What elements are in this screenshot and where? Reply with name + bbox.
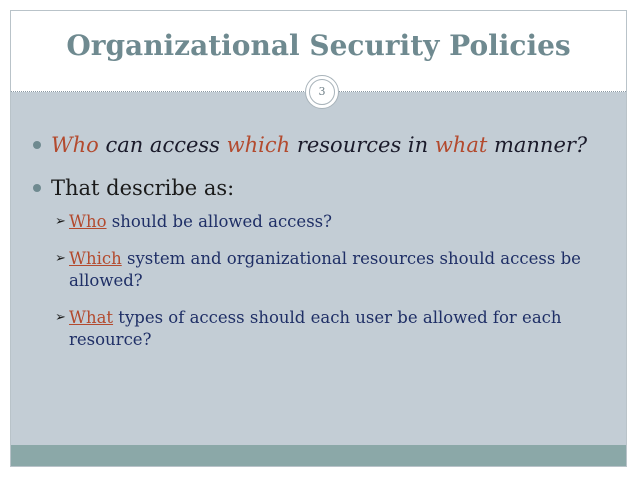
slide-content <box>11 11 626 466</box>
sub-bullet-who <box>55 211 595 233</box>
sub-bullet-link-which[interactable]: Which <box>69 249 122 268</box>
sub-bullet-text: types of access should each user be allowed for each resource? <box>69 308 562 349</box>
sub-bullet-text: system and organizational resources should access be allowed? <box>69 249 581 290</box>
slide-number: 3 <box>309 79 335 105</box>
that-describe-text: That describe as: <box>51 176 235 200</box>
bullet-dot-icon <box>33 141 41 149</box>
question-resources-in: resources in <box>290 133 435 157</box>
arrow-bullet-icon: ➢ <box>55 214 66 229</box>
question-which: which <box>226 133 291 157</box>
slide-title: Organizational Security Policies <box>66 29 571 62</box>
bullet-dot-icon <box>33 184 41 192</box>
bullet-that-describe <box>33 176 234 200</box>
arrow-bullet-icon: ➢ <box>55 310 66 325</box>
sub-bullet-link-who[interactable]: Who <box>69 212 107 231</box>
slide <box>10 10 627 467</box>
question-what: what <box>434 133 488 157</box>
sub-bullet-text: should be allowed access? <box>106 212 332 231</box>
sub-bullet-what <box>55 307 595 351</box>
bullet-question <box>33 133 587 157</box>
bottom-bar <box>11 445 626 466</box>
question-who: Who <box>51 133 99 157</box>
question-can-access: can access <box>98 133 227 157</box>
sub-bullet-link-what[interactable]: What <box>69 308 114 327</box>
arrow-bullet-icon: ➢ <box>55 251 66 266</box>
question-manner: manner? <box>487 133 588 157</box>
sub-bullet-which <box>55 248 595 292</box>
